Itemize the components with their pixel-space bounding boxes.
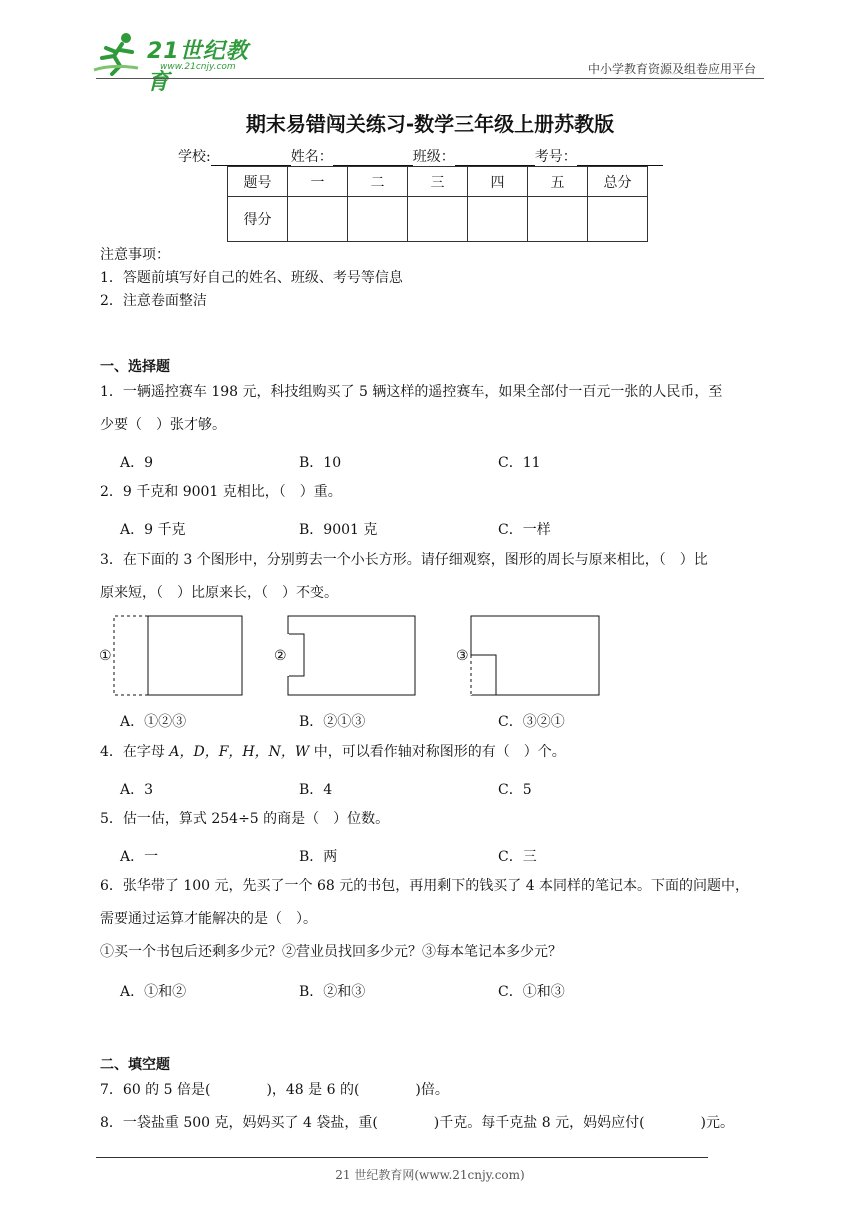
- score-header-cell: 一: [288, 167, 348, 197]
- question-4: [100, 736, 760, 769]
- option-c[interactable]: C．5: [498, 782, 532, 798]
- option-b[interactable]: B．两: [299, 849, 338, 865]
- question-text: 6．张华带了 100 元，先买了一个 68 元的书包，再用剩下的钱买了 4 本同样的笔记本。下面的问题中，: [100, 878, 750, 894]
- question-letters: A，D，F，H，N，W: [169, 744, 310, 760]
- question-text: 少要（ ）张才够。: [100, 417, 226, 433]
- score-cell[interactable]: [588, 197, 648, 242]
- notes-title: 注意事项：: [100, 247, 170, 263]
- score-header-cell: 四: [468, 167, 528, 197]
- figure-label-3: ③: [456, 648, 469, 664]
- header-divider: [96, 78, 764, 79]
- option-c[interactable]: C．三: [498, 849, 537, 865]
- figure-3: [471, 616, 599, 695]
- question-text: 原来短，（ ）比原来长，（ ）不变。: [100, 585, 338, 601]
- option-a[interactable]: A．①和②: [120, 984, 187, 1000]
- option-b[interactable]: B．②①③: [299, 714, 366, 730]
- figure-label-1: ①: [99, 648, 112, 664]
- school-label: 学校:: [178, 149, 211, 165]
- question-text: 3．在下面的 3 个图形中，分别剪去一个小长方形。请仔细观察，图形的周长与原来相比，（ ）比: [100, 552, 708, 568]
- question-5: [100, 803, 760, 836]
- score-cell[interactable]: [288, 197, 348, 242]
- figure-2: [288, 616, 415, 695]
- logo-text: 21世纪教育: [147, 39, 249, 95]
- question-text: 4．在字母: [100, 744, 170, 760]
- question-2: [100, 476, 760, 509]
- logo: [92, 30, 262, 95]
- section-title-fill: 二、填空题: [100, 1057, 170, 1073]
- option-c[interactable]: C．11: [498, 455, 541, 471]
- question-6: [100, 870, 760, 969]
- option-c[interactable]: C．③②①: [498, 714, 565, 730]
- question-8: 8．一袋盐重 500 克，妈妈买了 4 袋盐，重( )千克。每千克盐 8 元，妈妈应付( )元。: [100, 1115, 734, 1131]
- option-b[interactable]: B．9001 克: [299, 522, 378, 538]
- notes-item: 2．注意卷面整洁: [100, 293, 207, 309]
- score-header-cell: 题号: [228, 167, 288, 197]
- question-text: 5．估一估，算式 254÷5 的商是（ ）位数。: [100, 811, 390, 827]
- runner-logo-icon: [92, 30, 148, 76]
- question-3: [100, 544, 760, 610]
- notes-item: 1．答题前填写好自己的姓名、班级、考号等信息: [100, 270, 403, 286]
- score-header-cell: 二: [348, 167, 408, 197]
- notes: [100, 244, 403, 313]
- option-a[interactable]: A．9: [120, 455, 154, 471]
- option-c[interactable]: C．①和③: [498, 984, 565, 1000]
- exam-no-blank[interactable]: [577, 149, 663, 166]
- question-7: 7．60 的 5 倍是( )，48 是 6 的( )倍。: [100, 1082, 449, 1098]
- score-header-cell: 五: [528, 167, 588, 197]
- option-c[interactable]: C．一样: [498, 522, 551, 538]
- page-title: 期末易错闯关练习-数学三年级上册苏教版: [245, 112, 615, 136]
- score-cell[interactable]: [528, 197, 588, 242]
- logo-url: www.21cnjy.com: [160, 62, 236, 72]
- option-b[interactable]: B．10: [299, 455, 342, 471]
- student-info-line: [178, 146, 663, 166]
- option-b[interactable]: B．②和③: [299, 984, 366, 1000]
- question-text: 2．9 千克和 9001 克相比，（ ）重。: [100, 484, 342, 500]
- name-blank[interactable]: [333, 149, 413, 166]
- option-a[interactable]: A．一: [120, 849, 159, 865]
- option-a[interactable]: A．①②③: [120, 714, 187, 730]
- footer-text: 21 世纪教育网(www.21cnjy.com): [335, 1168, 525, 1182]
- question-text: 需要通过运算才能解决的是（ ）。: [100, 911, 317, 927]
- score-cell[interactable]: [468, 197, 528, 242]
- question-text: 中，可以看作轴对称图形的有（ ）个。: [309, 744, 566, 760]
- score-table: [227, 166, 648, 242]
- score-header-cell: 总分: [588, 167, 648, 197]
- figure-1: [114, 616, 242, 695]
- class-label: 班级：: [412, 149, 455, 165]
- exam-no-label: 考号：: [534, 149, 577, 165]
- rectangle-figures: [96, 612, 616, 702]
- score-cell[interactable]: [408, 197, 468, 242]
- name-label: 姓名：: [290, 149, 333, 165]
- figure-label-2: ②: [274, 648, 287, 664]
- question-1: [100, 376, 760, 442]
- header-platform-text: 中小学教育资源及组卷应用平台: [587, 62, 756, 76]
- school-blank[interactable]: [211, 149, 291, 166]
- section-title-choice: 一、选择题: [100, 359, 170, 375]
- option-b[interactable]: B．4: [299, 782, 333, 798]
- question-text: ①买一个书包后还剩多少元？②营业员找回多少元？③每本笔记本多少元？: [100, 944, 562, 960]
- option-a[interactable]: A．9 千克: [120, 522, 186, 538]
- score-cell[interactable]: [348, 197, 408, 242]
- score-row-label: 得分: [228, 197, 288, 242]
- question-text: 1．一辆遥控赛车 198 元，科技组购买了 5 辆这样的遥控赛车，如果全部付一百元一张的人民币，至: [100, 384, 723, 400]
- option-a[interactable]: A．3: [120, 782, 154, 798]
- footer-divider: [96, 1157, 708, 1158]
- class-blank[interactable]: [455, 149, 535, 166]
- score-header-cell: 三: [408, 167, 468, 197]
